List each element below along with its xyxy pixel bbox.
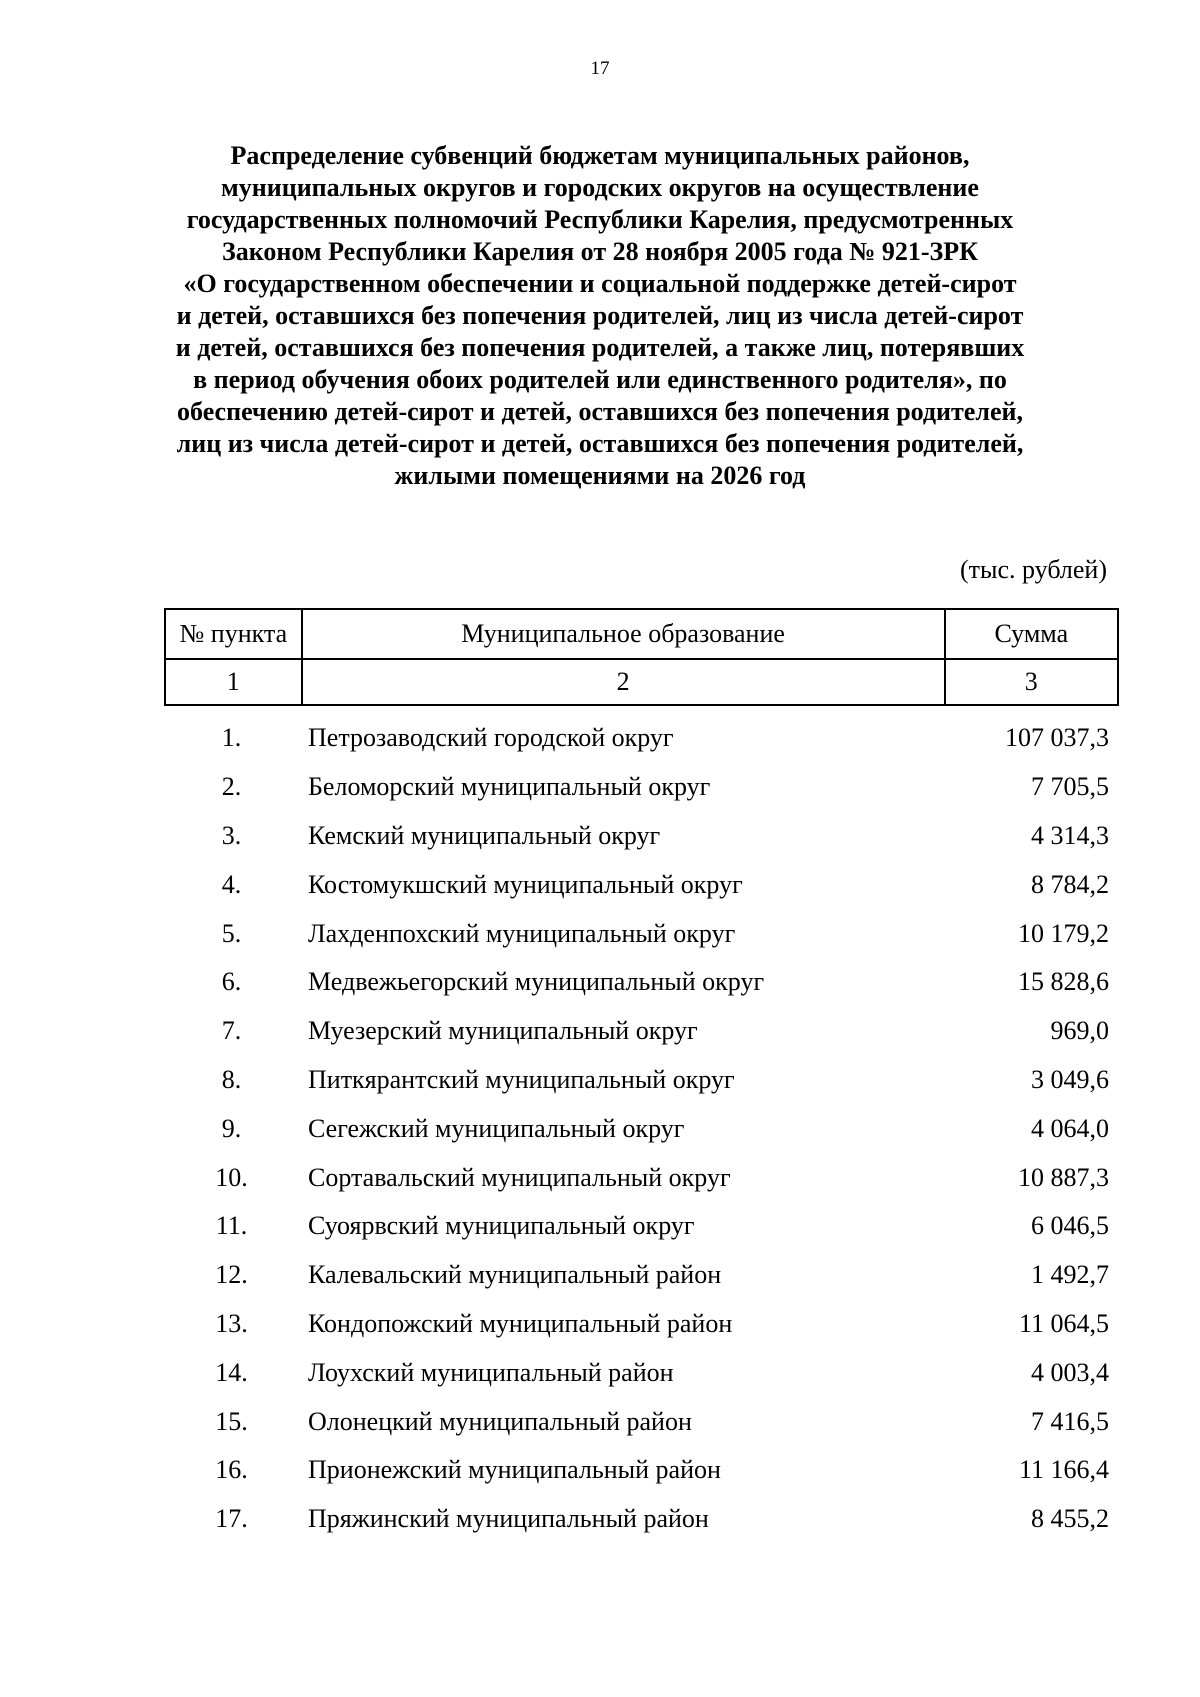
row-number: 8. [221, 1064, 242, 1094]
title-line: государственных полномочий Республики Карелия, предусмотренных [186, 205, 1014, 234]
row-number: 2. [221, 772, 242, 802]
column-number-3: 3 [945, 659, 1118, 705]
municipality-name: Петрозаводский городской округ [308, 723, 674, 753]
title-line: лиц из числа детей-сирот и детей, оставшихся без попечения родителей, [176, 429, 1024, 458]
table-row [164, 812, 1119, 861]
row-number: 10. [215, 1162, 248, 1192]
municipality-name: Беломорский муниципальный округ [308, 772, 711, 802]
row-number: 13. [215, 1308, 248, 1338]
municipality-name: Калевальский муниципальный район [308, 1260, 722, 1290]
amount-value: 4 314,3 [1031, 820, 1109, 850]
table-row [164, 1056, 1119, 1105]
table-row [164, 958, 1119, 1007]
table-row [164, 860, 1119, 909]
row-number: 6. [221, 967, 242, 997]
header-municipality: Муниципальное образование [302, 609, 945, 659]
amount-value: 3 049,6 [1031, 1064, 1109, 1094]
units-label: (тыс. рублей) [959, 555, 1107, 584]
table-row [164, 1446, 1119, 1495]
municipality-name: Лоухский муниципальный район [308, 1357, 674, 1387]
amount-value: 7 705,5 [1031, 772, 1109, 802]
table-row [164, 1007, 1119, 1056]
amount-value: 6 046,5 [1031, 1211, 1109, 1241]
table-row [164, 1153, 1119, 1202]
amount-value: 8 784,2 [1031, 869, 1109, 899]
column-number-2: 2 [302, 659, 945, 705]
row-number: 16. [215, 1455, 248, 1485]
municipality-name: Медвежьегорский муниципальный округ [308, 967, 765, 997]
table-header [164, 608, 1119, 706]
table-row [164, 1300, 1119, 1349]
table-row [164, 1202, 1119, 1251]
municipality-name: Муезерский муниципальный округ [308, 1016, 698, 1046]
page-number: 17 [590, 58, 610, 79]
table-row [164, 1397, 1119, 1446]
table-row [164, 1495, 1119, 1544]
amount-value: 11 166,4 [1018, 1455, 1109, 1485]
title-line: в период обучения обоих родителей или единственного родителя», по [193, 365, 1007, 394]
municipality-name: Кемский муниципальный округ [308, 820, 661, 850]
row-number: 7. [221, 1016, 242, 1046]
municipality-name: Сегежский муниципальный округ [308, 1113, 685, 1143]
municipality-name: Суоярвский муниципальный округ [308, 1211, 695, 1241]
amount-value: 107 037,3 [1005, 723, 1109, 753]
row-number: 11. [215, 1211, 248, 1241]
table-row [164, 1104, 1119, 1153]
title-line: и детей, оставшихся без попечения родителей, а также лиц, потерявших [175, 333, 1025, 362]
table-body [164, 714, 1119, 1544]
table-row [164, 714, 1119, 763]
municipality-name: Олонецкий муниципальный район [308, 1406, 692, 1436]
title-line: Распределение субвенций бюджетам муниципальных районов, [230, 141, 970, 170]
table-row [164, 763, 1119, 812]
row-number: 12. [215, 1260, 248, 1290]
row-number: 4. [221, 869, 242, 899]
amount-value: 11 064,5 [1018, 1308, 1109, 1338]
title-line: «О государственном обеспечении и социальной поддержке детей-сирот [183, 269, 1017, 298]
row-number: 15. [215, 1406, 248, 1436]
header-number: № пункта [165, 609, 302, 659]
amount-value: 4 003,4 [1031, 1357, 1109, 1387]
amount-value: 1 492,7 [1031, 1260, 1109, 1290]
title-line: и детей, оставшихся без попечения родителей, лиц из числа детей-сирот [176, 301, 1024, 330]
row-number: 9. [221, 1113, 242, 1143]
header-sum: Сумма [945, 609, 1118, 659]
title-line: Законом Республики Карелия от 28 ноября 2005 года № 921-ЗРК [222, 237, 978, 266]
table-row [164, 909, 1119, 958]
municipality-name: Сортавальский муниципальный округ [308, 1162, 731, 1192]
row-number: 3. [221, 820, 242, 850]
column-numbers-row [165, 659, 1118, 705]
title-line: жилыми помещениями на 2026 год [394, 461, 806, 490]
municipality-name: Питкярантский муниципальный округ [308, 1064, 735, 1094]
row-number: 1. [221, 723, 242, 753]
municipality-name: Пряжинский муниципальный район [308, 1504, 709, 1534]
title-line: муниципальных округов и городских округов на осуществление [221, 173, 979, 202]
table-row [164, 1348, 1119, 1397]
header-row [165, 609, 1118, 659]
amount-value: 969,0 [1050, 1016, 1109, 1046]
amount-value: 15 828,6 [1018, 967, 1109, 997]
table-row [164, 1251, 1119, 1300]
column-number-1: 1 [165, 659, 302, 705]
municipality-name: Костомукшский муниципальный округ [308, 869, 743, 899]
municipality-name: Прионежский муниципальный район [308, 1455, 721, 1485]
amount-value: 4 064,0 [1031, 1113, 1109, 1143]
amount-value: 10 887,3 [1018, 1162, 1109, 1192]
amount-value: 10 179,2 [1018, 918, 1109, 948]
municipality-name: Лахденпохский муниципальный округ [308, 918, 736, 948]
row-number: 17. [215, 1504, 248, 1534]
row-number: 5. [221, 918, 242, 948]
row-number: 14. [215, 1357, 248, 1387]
amount-value: 8 455,2 [1031, 1504, 1109, 1534]
document-title [150, 140, 1050, 492]
municipality-name: Кондопожский муниципальный район [308, 1308, 733, 1338]
title-line: обеспечению детей-сирот и детей, оставшихся без попечения родителей, [177, 397, 1023, 426]
amount-value: 7 416,5 [1031, 1406, 1109, 1436]
